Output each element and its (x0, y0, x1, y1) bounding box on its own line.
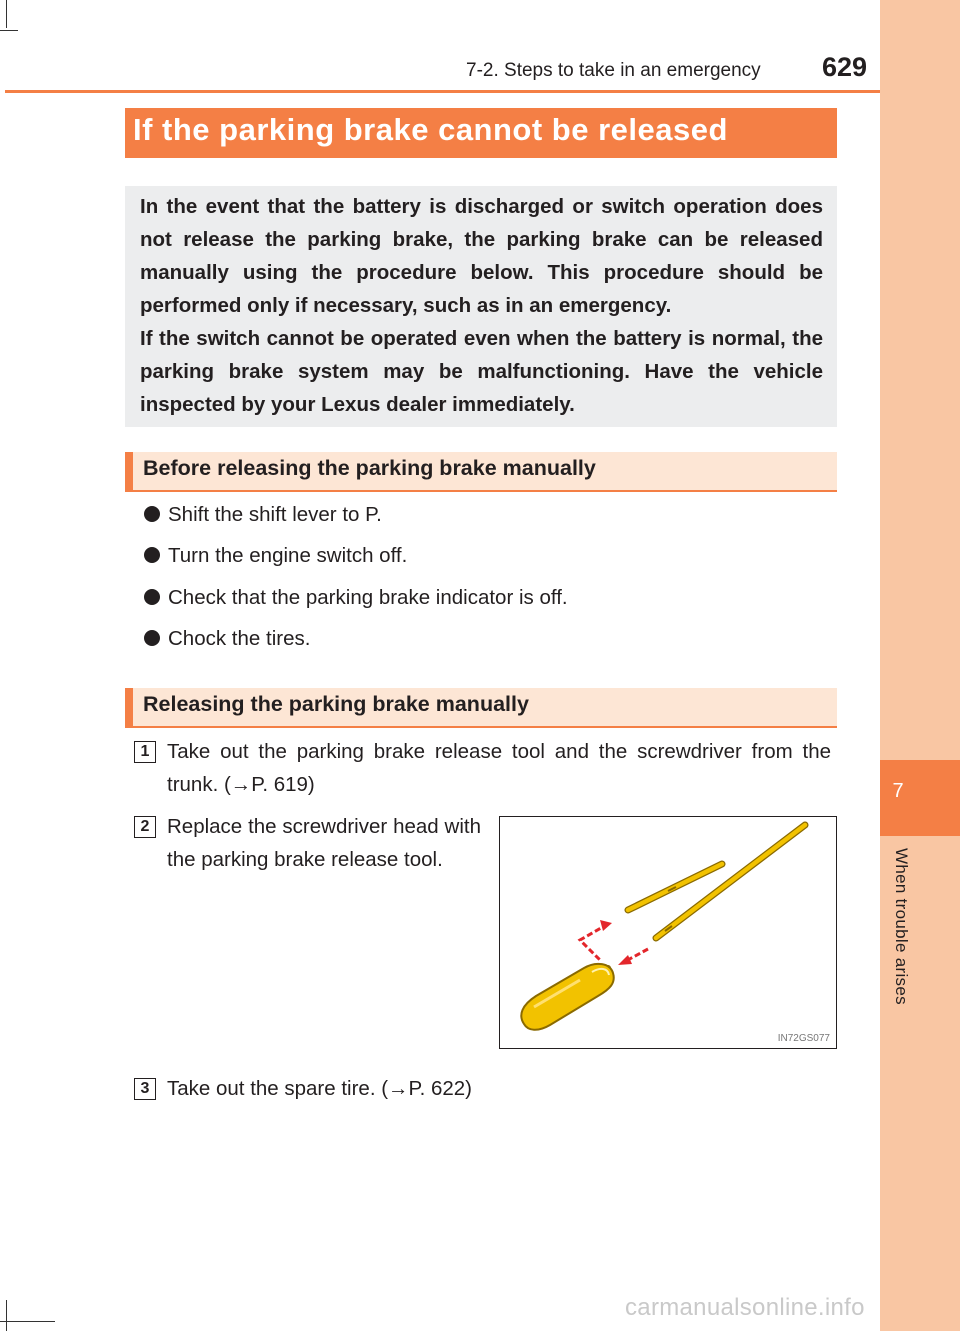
bullet-item: Chock the tires. (144, 627, 310, 651)
step-number: 2 (134, 816, 156, 838)
header-section-title: 7-2. Steps to take in an emergency (466, 60, 761, 81)
step-number: 1 (134, 741, 156, 763)
intro-paragraph: In the event that the battery is discharged or switch operation does not release the parking brake, the parking brake can be released manually using the procedure below. This procedure should be performed only if necessary, such as in an emergency. (140, 195, 823, 317)
crop-mark (0, 30, 18, 31)
watermark: carmanualsonline.info (625, 1294, 865, 1321)
chapter-side-strip (880, 0, 960, 1331)
intro-paragraph: If the switch cannot be operated even when the battery is normal, the parking brake system may be malfunctioning. Have the vehicle inspected by your Lexus dealer immediately. (140, 327, 823, 416)
screwdriver-handle-icon (521, 964, 613, 1030)
release-section-heading: Releasing the parking brake manually (125, 688, 837, 728)
crop-mark (6, 0, 7, 28)
chapter-title: When trouble arises (892, 848, 911, 1005)
bullet-icon (144, 630, 160, 646)
removal-arrow-icon (580, 920, 648, 965)
screwdriver-tool-figure (500, 817, 838, 1050)
release-tool-icon (628, 864, 722, 910)
page-title: If the parking brake cannot be released (125, 108, 837, 158)
figure-code: IN72GS077 (777, 1033, 830, 1044)
before-section-heading: Before releasing the parking brake manually (125, 452, 837, 492)
step-text: Replace the screwdriver head with the parking brake release tool. (167, 815, 481, 871)
bullet-icon (144, 589, 160, 605)
tool-illustration (499, 816, 837, 1049)
bullet-item: Check that the parking brake indicator is off. (144, 586, 568, 610)
bullet-icon (144, 506, 160, 522)
bullet-item: Turn the engine switch off. (144, 544, 407, 568)
bullet-item: Shift the shift lever to P. (144, 503, 382, 527)
crop-mark (0, 1321, 55, 1322)
step-number: 3 (134, 1078, 156, 1100)
crop-mark (6, 1300, 7, 1331)
intro-notice (125, 186, 837, 427)
page-number: 629 (822, 52, 868, 82)
header-divider (5, 90, 880, 93)
chapter-number: 7 (892, 780, 904, 802)
bullet-icon (144, 547, 160, 563)
step-text: Take out the parking brake release tool and the screwdriver from the trunk. (→P. 619) (167, 740, 831, 796)
step-text: Take out the spare tire. (→P. 622) (167, 1077, 473, 1100)
